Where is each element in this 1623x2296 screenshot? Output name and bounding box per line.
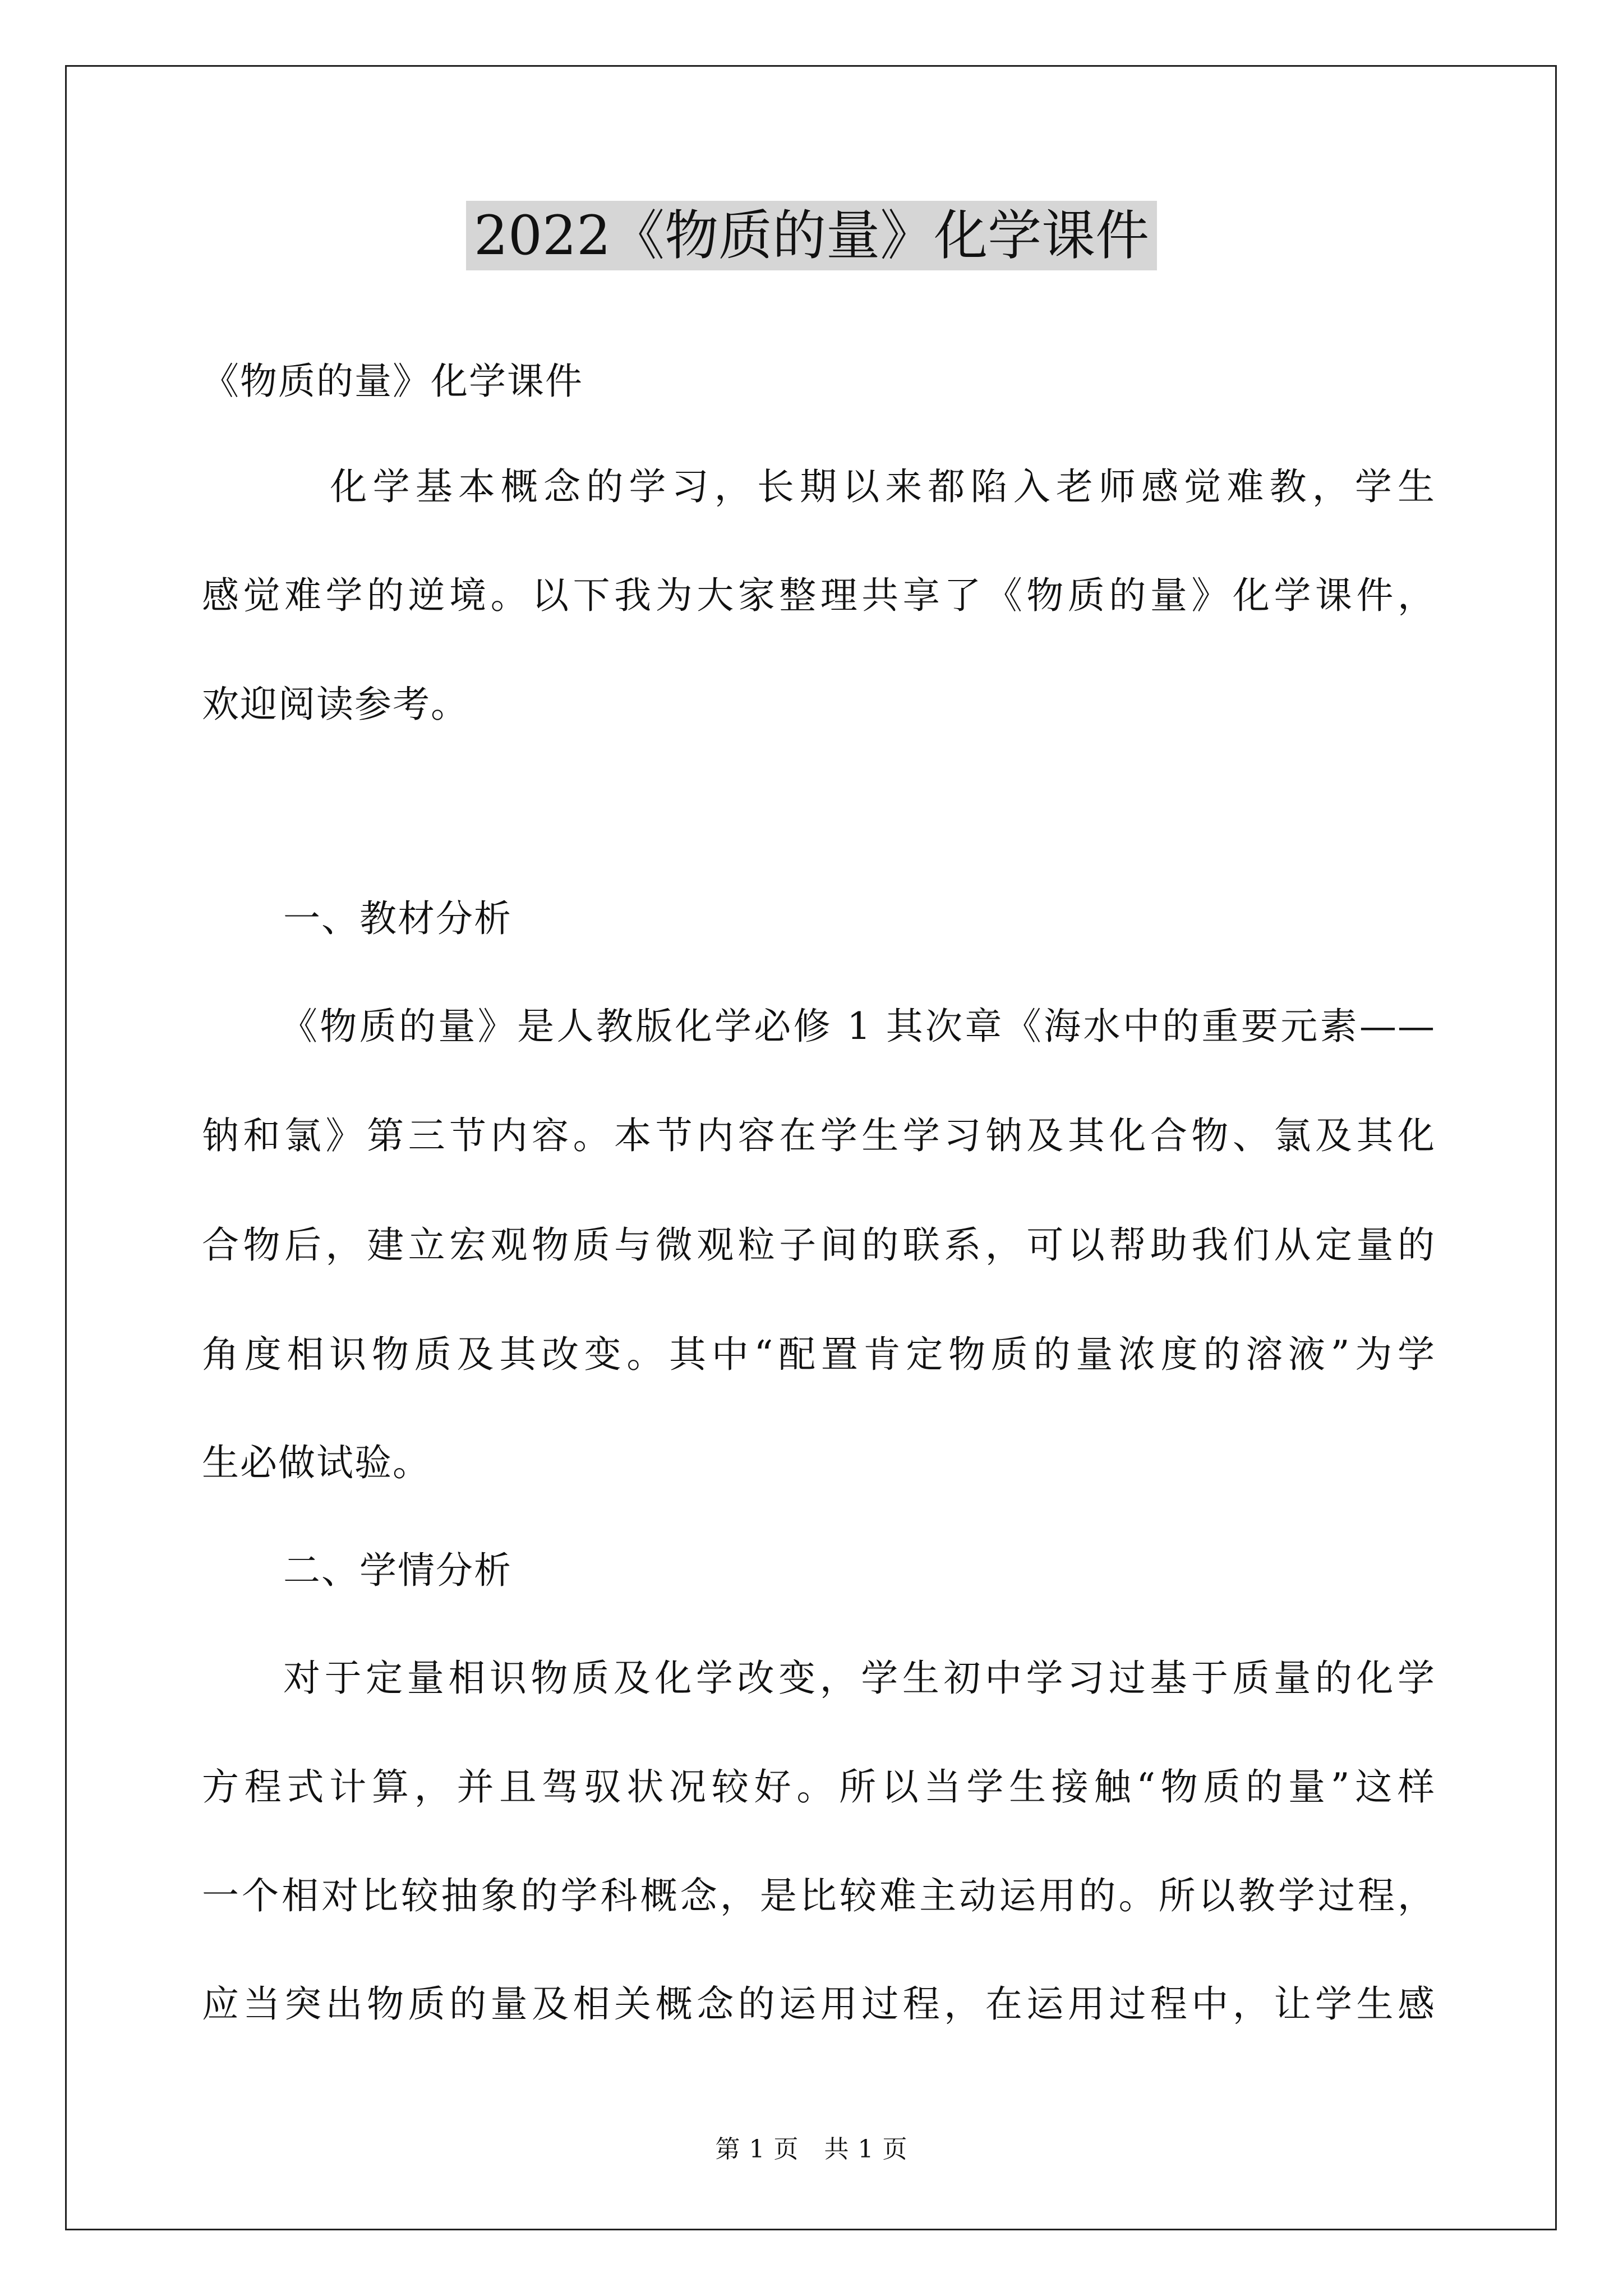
section2-line-1: 对于定量相识物质及化学改变，学生初中学习过基于质量的化学 [283,1657,1436,1700]
section1-line-1: 《物质的量》是人教版化学必修 1 其次章《海水中的重要元素—— [280,1005,1436,1048]
section-heading-2: 二、学情分析 [283,1549,512,1592]
document-title-text: 2022《物质的量》化学课件 [466,201,1157,270]
section1-line-4: 角度相识物质及其改变。其中“配置肯定物质的量浓度的溶液”为学 [202,1333,1436,1376]
intro-line-3: 欢迎阅读参考。 [202,683,469,726]
section-heading-1: 一、教材分析 [283,897,512,940]
section2-line-3: 一个相对比较抽象的学科概念，是比较难主动运用的。所以教学过程， [202,1874,1436,1917]
intro-line-2: 感觉难学的逆境。以下我为大家整理共享了《物质的量》化学课件， [202,574,1436,617]
section2-line-2: 方程式计算，并且驾驭状况较好。所以当学生接触“物质的量”这样 [202,1765,1436,1809]
document-title [0,202,1623,269]
page-footer: 第 1 页 共 1 页 [715,2135,908,2164]
document-subtitle: 《物质的量》化学课件 [202,360,583,403]
section1-line-2: 钠和氯》第三节内容。本节内容在学生学习钠及其化合物、氯及其化 [202,1114,1436,1157]
section1-line-5: 生必做试验。 [202,1441,431,1484]
section2-line-4: 应当突出物质的量及相关概念的运用过程，在运用过程中，让学生感 [202,1982,1436,2026]
intro-line-1: 化学基本概念的学习，长期以来都陷入老师感觉难教，学生 [202,465,1436,508]
section1-line-3: 合物后，建立宏观物质与微观粒子间的联系，可以帮助我们从定量的 [202,1223,1436,1267]
